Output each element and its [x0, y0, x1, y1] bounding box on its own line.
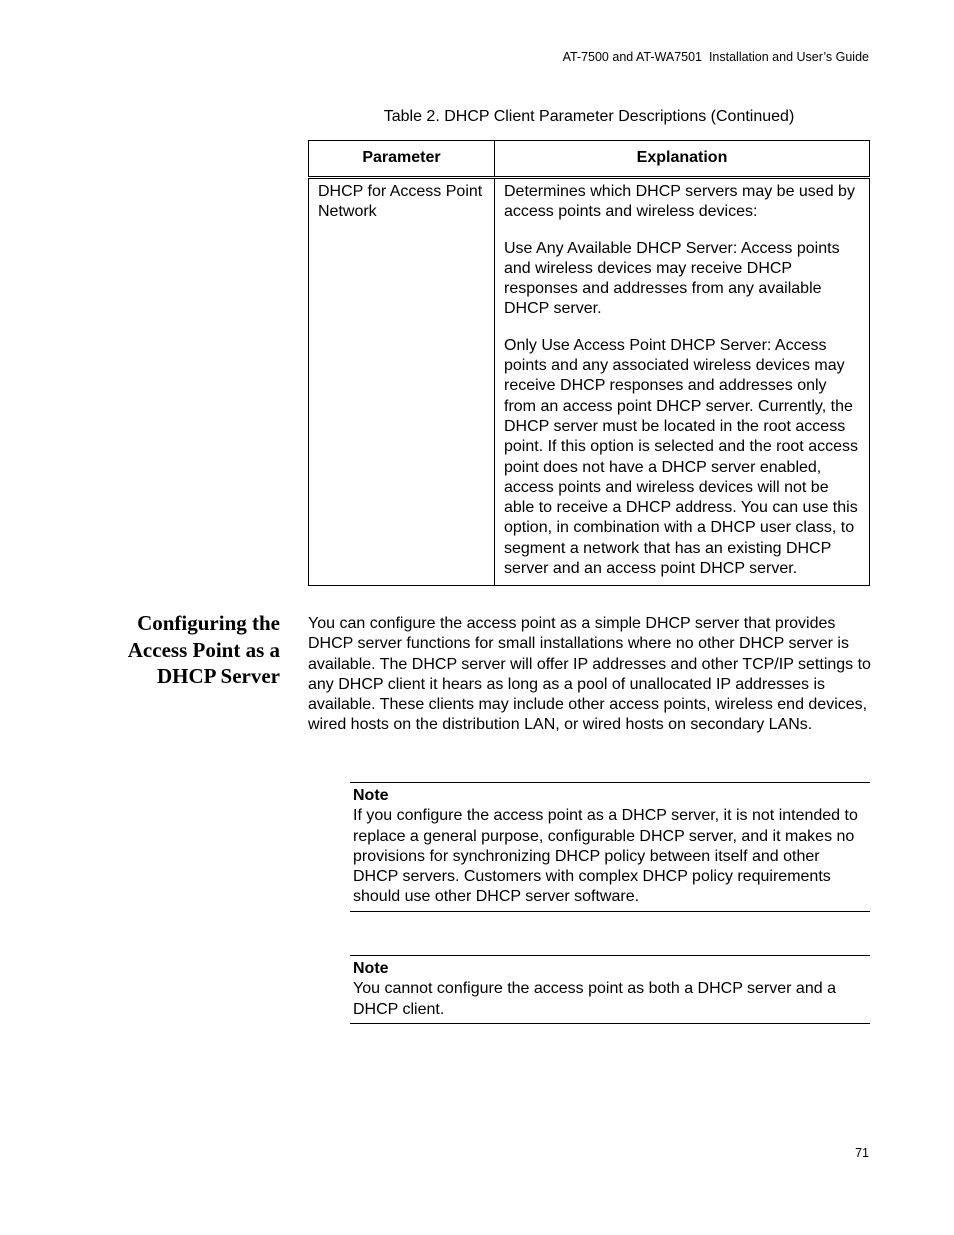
note-text: You cannot configure the access point as both a DHCP server and a DHCP client.: [353, 980, 836, 1018]
table-caption: Table 2. DHCP Client Parameter Descriptions (Continued): [383, 108, 795, 125]
note-box: [350, 782, 870, 912]
table-header-row: [309, 141, 870, 178]
explanation-cell: [495, 178, 870, 586]
explanation-option-any: Use Any Available DHCP Server: Access points and wireless devices may receive DHCP responses and addresses from any available DHCP server.: [504, 239, 840, 318]
parameter-cell: DHCP for Access Point Network: [309, 178, 495, 586]
parameter-table: [308, 140, 870, 586]
explanation-intro: Determines which DHCP servers may be used by access points and wireless devices:: [504, 183, 855, 221]
note-text: If you configure the access point as a DHCP server, it is not intended to replace a general purpose, configurable DHCP server, and it makes no provisions for synchronizing DHCP policy between itself and other DHCP servers. Customers with complex DHCP policy requirements should use other DHCP server software.: [353, 807, 858, 906]
section-heading-line: DHCP Server: [156, 664, 280, 688]
explanation-option-ap-only: Only Use Access Point DHCP Server: Access points and any associated wireless devices may receive DHCP responses and addresses only from an access point DHCP server. Currently, the DHCP server must be located in the root access point. If this option is selected and the root access point does not have a DHCP server enabled, access points and wireless devices will not be able to receive a DHCP address. You can use this option, in combination with a DHCP user class, to segment a network that has an existing DHCP server and an access point DHCP server.: [504, 336, 858, 578]
note-title: Note: [353, 960, 389, 977]
note-box: [350, 955, 870, 1024]
column-header-parameter: Parameter: [309, 141, 495, 178]
section-heading-line: Configuring the: [137, 611, 280, 635]
section-body-paragraph: You can configure the access point as a simple DHCP server that provides DHCP server functions for small installations where no other DHCP server is available. The DHCP server will offer IP addresses and other TCP/IP settings to any DHCP client it hears as long as a pool of unallocated IP addresses is available. These clients may include other access points, wireless end devices, wired hosts on the distribution LAN, or wired hosts on secondary LANs.: [308, 615, 871, 734]
section-heading-line: Access Point as a: [127, 637, 280, 662]
note-title: Note: [353, 787, 389, 804]
page-number: 71: [855, 1146, 869, 1160]
section-heading: [90, 610, 280, 690]
column-header-explanation: Explanation: [495, 141, 870, 178]
table-row: [309, 178, 870, 586]
running-header: AT-7500 and AT-WA7501 Installation and User’s Guide: [562, 50, 869, 64]
